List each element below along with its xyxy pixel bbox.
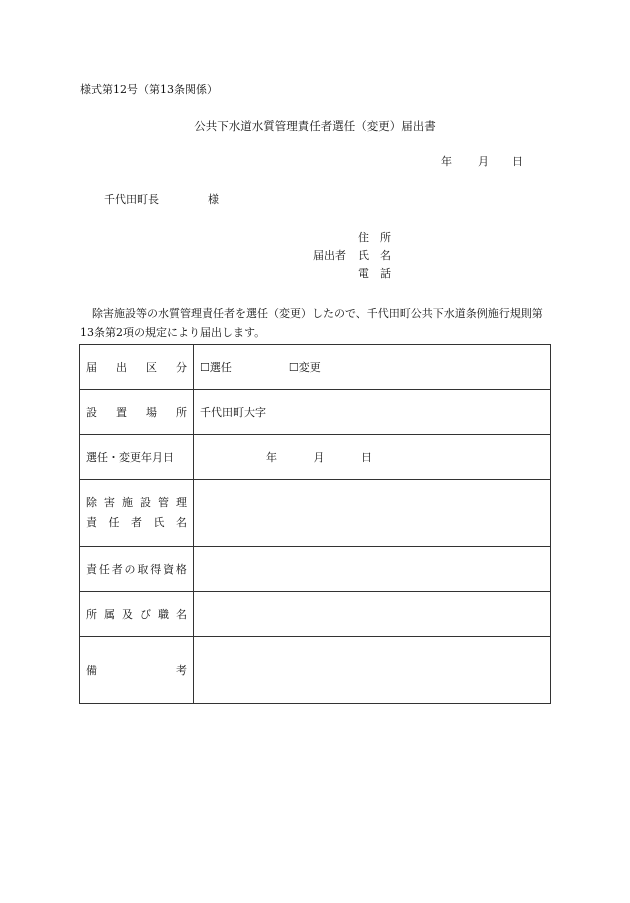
address-label: 住 所	[358, 231, 391, 244]
checkbox-change-icon[interactable]: ☐	[288, 361, 299, 374]
value-year: 年	[266, 451, 277, 464]
table-row	[80, 547, 551, 592]
body-text: 除害施設等の水質管理責任者を選任（変更）したので、千代田町公共下水道条例施行規則第13条第2項の規定により届出します。	[80, 307, 543, 339]
appointment-date-label: 選任・変更年月日	[86, 451, 174, 464]
appointment-date-value[interactable]	[194, 435, 551, 480]
label-cell	[80, 637, 194, 704]
notification-type-value	[194, 345, 551, 390]
option-change-label: 変更	[298, 361, 321, 374]
label-cell	[80, 480, 194, 547]
remarks-label: 備 考	[86, 664, 187, 677]
value-day: 日	[361, 451, 372, 464]
form-number-label: 様式第12号（第13条関係）	[80, 83, 218, 96]
table-row	[80, 435, 551, 480]
label-cell	[80, 345, 194, 390]
manager-name-value[interactable]	[194, 480, 551, 547]
table-row	[80, 390, 551, 435]
form-table	[79, 344, 551, 704]
applicant-role: 届出者	[313, 249, 346, 262]
qualification-label: 責 任 者 の 取 得 資 格	[86, 563, 187, 576]
date-year: 年	[441, 155, 452, 168]
label-cell	[80, 435, 194, 480]
table-row	[80, 345, 551, 390]
value-month: 月	[313, 451, 325, 464]
label-cell	[80, 592, 194, 637]
notification-type-label: 届 出 区 分	[86, 361, 187, 374]
body-paragraph	[80, 304, 555, 342]
qualification-value[interactable]	[194, 547, 551, 592]
label-cell	[80, 547, 194, 592]
installation-location-value[interactable]: 千代田町大字	[194, 390, 551, 435]
remarks-value[interactable]	[194, 637, 551, 704]
installation-location-label: 設 置 場 所	[86, 406, 187, 419]
addressee-honorific: 様	[208, 193, 219, 206]
manager-name-label-line1: 除 害 施 設 管 理	[86, 496, 187, 509]
name-label: 氏 名	[358, 249, 391, 262]
table-row	[80, 637, 551, 704]
document-title: 公共下水道水質管理責任者選任（変更）届出書	[194, 119, 436, 133]
date-month: 月	[478, 155, 489, 168]
addressee-name: 千代田町長	[104, 193, 159, 206]
table-row	[80, 592, 551, 637]
phone-label: 電 話	[358, 267, 391, 280]
checkbox-appointment-icon[interactable]: ☐	[200, 361, 210, 374]
department-title-value[interactable]	[194, 592, 551, 637]
department-title-label: 所 属 及 び 職 名	[86, 608, 187, 621]
option-appointment-label: 選任	[209, 361, 232, 374]
table-row	[80, 480, 551, 547]
date-day: 日	[512, 155, 523, 168]
manager-name-label-line2: 責 任 者 氏 名	[86, 516, 187, 529]
label-cell	[80, 390, 194, 435]
